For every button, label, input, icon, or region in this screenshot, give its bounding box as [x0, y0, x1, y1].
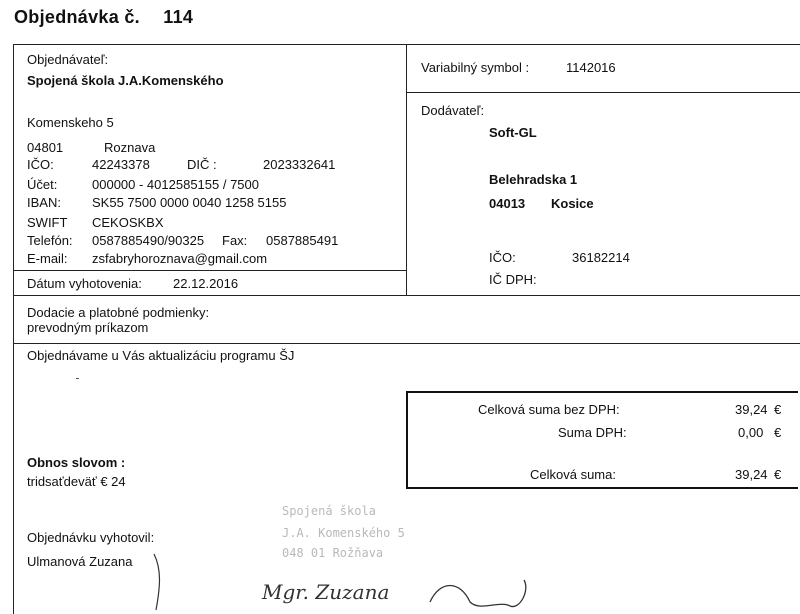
- signature: Mgr. Zuzana: [262, 580, 390, 604]
- issue-date-label: Dátum vyhotovenia:: [27, 276, 142, 291]
- order-title: [14, 7, 193, 28]
- stray-mark: [76, 378, 79, 379]
- in-words-value: tridsaťdeväť € 24: [27, 474, 126, 489]
- total-without-vat-label: Celková suma bez DPH:: [478, 402, 620, 417]
- stamp-line-3: 048 01 Rožňava: [282, 546, 384, 560]
- issue-date: 22.12.2016: [173, 276, 239, 291]
- currency-2: €: [774, 425, 782, 440]
- orderer-fax: 0587885491: [266, 233, 339, 248]
- order-title-label: Objednávka č.: [14, 7, 140, 27]
- orderer-iban-label: IBAN:: [27, 195, 61, 210]
- orderer-postal: 04801: [27, 140, 64, 155]
- stamp-line-1: Spojená škola: [282, 504, 376, 518]
- orderer-swift-label: SWIFT: [27, 215, 68, 230]
- orderer-name: Spojená škola J.A.Komenského: [27, 73, 224, 88]
- signature-strokes: [140, 540, 800, 614]
- supplier-name: Soft-GL: [489, 125, 537, 140]
- supplier-street: Belehradska 1: [489, 172, 578, 187]
- orderer-account: 000000 - 4012585155 / 7500: [92, 177, 259, 192]
- orderer-fax-label: Fax:: [222, 233, 248, 248]
- supplier-postal: 04013: [489, 196, 526, 211]
- orderer-city: Roznava: [104, 140, 156, 155]
- orderer-account-label: Účet:: [27, 177, 58, 192]
- supplier-icdph-label: IČ DPH:: [489, 272, 537, 287]
- orderer-ico-label: IČO:: [27, 157, 54, 172]
- orderer-swift: CEKOSKBX: [92, 215, 164, 230]
- orderer-phone-label: Telefón:: [27, 233, 73, 248]
- orderer-street: Komenskeho 5: [27, 115, 114, 130]
- column-divider-line: [406, 44, 407, 295]
- total-without-vat: 39,24: [735, 402, 768, 417]
- total-value: 39,24: [735, 467, 768, 482]
- stamp-line-2: J.A. Komenského 5: [282, 526, 405, 540]
- total-label: Celková suma:: [530, 467, 616, 482]
- order-number: 114: [163, 7, 194, 27]
- issuer-name: Ulmanová Zuzana: [27, 554, 133, 569]
- issuer-label: Objednávku vyhotovil:: [27, 530, 155, 545]
- supplier-ico: 36182214: [572, 250, 630, 265]
- order-text: Objednávame u Vás aktualizáciu programu ŠJ: [27, 348, 295, 363]
- delivery-label: Dodacie a platobné podmienky:: [27, 305, 210, 320]
- issue-date-top-line: [13, 270, 406, 271]
- variable-symbol-value: 1142016: [566, 60, 616, 75]
- variable-symbol-label: Variabilný symbol :: [421, 60, 530, 75]
- delivery-value: prevodným príkazom: [27, 320, 149, 335]
- orderer-phone: 0587885490/90325: [92, 233, 205, 248]
- orderer-dic: 2023332641: [263, 157, 336, 172]
- variable-symbol-divider: [406, 92, 800, 93]
- parties-bottom-line: [13, 295, 800, 296]
- orderer-heading: Objednávateľ:: [27, 52, 109, 67]
- supplier-city: Kosice: [551, 196, 594, 211]
- vat-label: Suma DPH:: [558, 425, 627, 440]
- vat-value: 0,00: [738, 425, 764, 440]
- orderer-iban: SK55 7500 0000 0040 1258 5155: [92, 195, 287, 210]
- frame-left-line: [13, 44, 14, 614]
- orderer-email: zsfabryhoroznava@gmail.com: [92, 251, 268, 266]
- delivery-bottom-line: [13, 343, 800, 344]
- currency-1: €: [774, 402, 782, 417]
- currency-3: €: [774, 467, 782, 482]
- supplier-heading: Dodávateľ:: [421, 103, 485, 118]
- orderer-ico: 42243378: [92, 157, 150, 172]
- in-words-label: Obnos slovom :: [27, 455, 126, 470]
- orderer-dic-label: DIČ :: [187, 157, 217, 172]
- supplier-ico-label: IČO:: [489, 250, 516, 265]
- orderer-email-label: E-mail:: [27, 251, 68, 266]
